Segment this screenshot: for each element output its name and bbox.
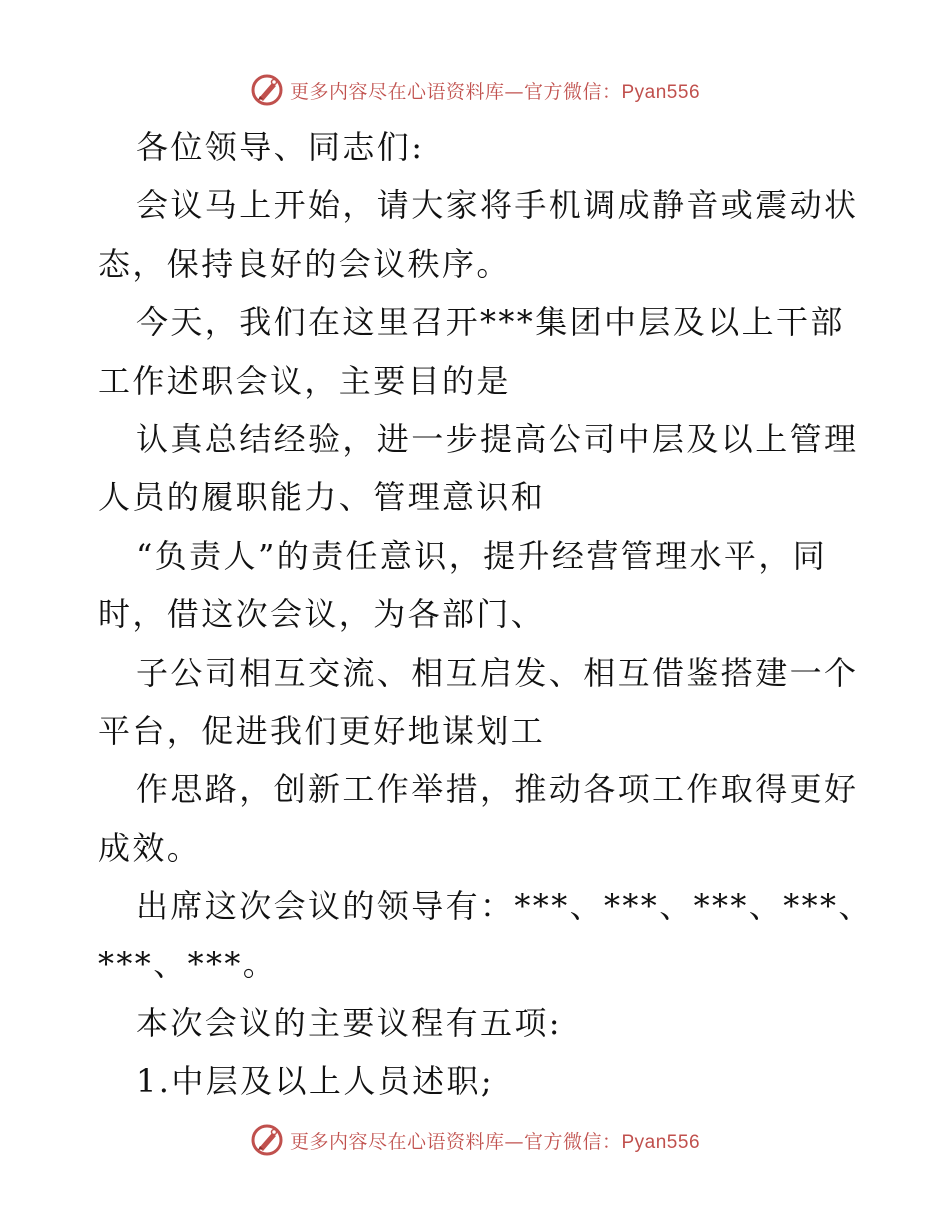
body-line: 各位领导、同志们:: [136, 128, 425, 166]
watermark-brand: 更多内容尽在心语资料库: [289, 1130, 505, 1153]
body-line: ***、***。: [98, 945, 278, 984]
pen-logo-icon: [250, 1123, 284, 1157]
body-line: 今天，我们在这里召开***集团中层及以上干部: [136, 303, 845, 342]
body-line: 出席这次会议的领导有：***、***、***、***、: [136, 887, 873, 926]
body-line: 子公司相互交流、相互启发、相互借鉴搭建一个: [136, 653, 859, 692]
body-line: 1.中层及以上人员述职;: [136, 1062, 495, 1101]
watermark-text: [290, 77, 700, 104]
footer-watermark: [0, 1120, 950, 1160]
watermark-suffix: 官方微信：: [523, 80, 622, 103]
watermark-id: Pyan556: [621, 1131, 701, 1153]
watermark-text: [290, 1127, 700, 1154]
header-watermark: [0, 70, 950, 110]
body-line: 认真总结经验，进一步提高公司中层及以上管理: [136, 419, 859, 458]
document-body: [98, 118, 873, 1111]
body-line: 人员的履职能力、管理意识和: [98, 478, 546, 517]
body-line: 会议马上开始，请大家将手机调成静音或震动状: [136, 186, 859, 225]
watermark-id: Pyan556: [621, 81, 701, 103]
body-line: 态，保持良好的会议秩序。: [98, 244, 511, 283]
watermark-dash: —: [504, 1130, 524, 1153]
pen-logo-icon: [250, 73, 284, 107]
watermark-suffix: 官方微信：: [523, 1130, 622, 1153]
body-line: 本次会议的主要议程有五项:: [136, 1003, 562, 1042]
body-line: 平台，促进我们更好地谋划工: [98, 711, 546, 750]
body-line: “负责人”的责任意识，提升经营管理水平，同: [136, 536, 828, 575]
body-line: 工作述职会议，主要目的是: [98, 361, 511, 400]
body-line: 成效。: [98, 828, 202, 867]
watermark-brand: 更多内容尽在心语资料库: [289, 80, 505, 103]
body-line: 时，借这次会议，为各部门、: [98, 595, 546, 634]
body-line: 作思路，创新工作举措，推动各项工作取得更好: [136, 770, 859, 809]
watermark-dash: —: [504, 80, 524, 103]
